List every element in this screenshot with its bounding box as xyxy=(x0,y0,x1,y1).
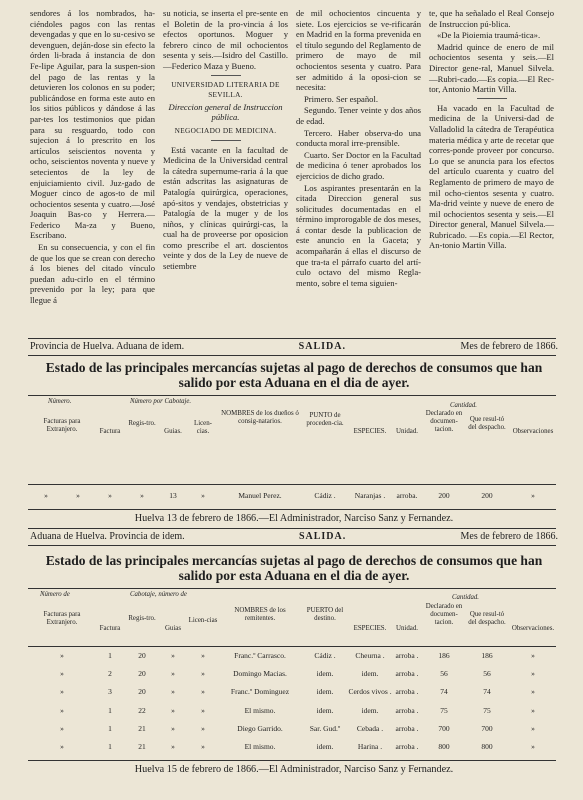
paragraph: Primero. Ser español. xyxy=(304,93,378,104)
table-cell: 20 xyxy=(138,651,146,660)
table-cell: » xyxy=(201,651,205,660)
table-row xyxy=(30,706,558,718)
column-2 xyxy=(163,8,288,333)
header-cell: Unidad. xyxy=(395,625,418,632)
table-cell: 22 xyxy=(138,705,146,715)
table-cell: 21 xyxy=(138,742,146,751)
table-cell: » xyxy=(44,491,48,500)
paragraph: «De la Pioiemia traumá-tica». xyxy=(437,30,541,41)
section-heading: UNIVERSIDAD LITERARIA DE SEVILLA. xyxy=(171,79,280,100)
table-cell: » xyxy=(531,742,535,751)
table-cell: 2 xyxy=(108,669,112,679)
table-cell: » xyxy=(171,687,175,697)
header-cell: Factura xyxy=(99,428,121,435)
header-cell: Facturas para Extranjero. xyxy=(43,418,81,433)
table-cell: » xyxy=(60,687,64,697)
table-cell: 13 xyxy=(169,491,177,500)
table-cell: arroba . xyxy=(395,687,419,697)
table-cell: » xyxy=(171,742,175,751)
table-row xyxy=(30,651,558,663)
table-cell: El mismo. xyxy=(244,705,276,715)
header-cell: PUNTO de proceden-cia. xyxy=(306,412,344,427)
table-cell: » xyxy=(201,669,205,679)
header-cell: Factura xyxy=(99,625,121,632)
header-cell: Guias xyxy=(164,625,182,632)
table-row xyxy=(30,669,558,681)
table-cell: » xyxy=(140,491,144,500)
table-cell: » xyxy=(531,723,535,733)
table1-date: Mes de febrero de 1866. xyxy=(460,341,558,352)
paragraph: Ha vacado en la Facultad de medicina de la Universi-dad de Valladolid la cátedra de Terapéutica materia médica y arte de recetar que corres-ponde proveer por concurso. Lo que se anuncia para los efectos del artículo cuarenta y cuatro del Reglamento de primero de mayo de mil ocho-cientos sesenta y cuatro. Ma-drid veinte y nueve de enero de mil ochocientos sesenta y seis.—El Director general, Manuel Silvela.—Rubricado. —Es copia.—El Rector, An-tonio Martin Villa. xyxy=(429,102,554,251)
table-cell: 20 xyxy=(138,687,146,697)
separator-line xyxy=(28,588,556,589)
divider xyxy=(211,75,241,76)
table-cell: 74 xyxy=(483,687,491,697)
table-cell: 186 xyxy=(438,651,450,660)
table-cell: Sar. Gud.º xyxy=(309,723,341,733)
table-cell: 1 xyxy=(108,705,112,715)
header-cell: Regis-tro. xyxy=(128,615,156,622)
table-cell: » xyxy=(76,491,80,500)
table-cell: » xyxy=(201,742,205,751)
table-cell: 1 xyxy=(108,651,112,660)
table-cell: » xyxy=(60,742,64,751)
column-1 xyxy=(30,8,155,333)
table2-date: Mes de febrero de 1866. xyxy=(460,531,558,542)
table-cell: 75 xyxy=(440,705,448,715)
table-cell: » xyxy=(531,705,535,715)
table2-cabotaje-label: Cabotaje, número de xyxy=(130,591,187,598)
table-cell: » xyxy=(171,651,175,660)
table-cell: » xyxy=(531,651,535,660)
table-cell: idem. xyxy=(361,669,379,679)
table-cell: » xyxy=(201,491,205,500)
header-cell: PUERTO del destino. xyxy=(306,607,344,622)
paragraph: En su consecuencia, y con el fin de que los que se crean con derecho á los bienes del citado vínculo puedan adu-cirlo en el término prevenido por la ley; para que llegue á xyxy=(30,242,155,306)
table-cell: arroba . xyxy=(395,651,419,660)
header-cell: ESPECIES. xyxy=(353,625,387,632)
table-cell: 74 xyxy=(440,687,448,697)
table1-header-line xyxy=(30,341,558,352)
table-cell: » xyxy=(201,705,205,715)
table1-cantidad-label: Cantidad. xyxy=(450,402,478,409)
table-cell: 200 xyxy=(438,491,450,500)
header-cell: Licen-cias. xyxy=(194,420,212,435)
table-cell: arroba . xyxy=(395,669,419,679)
separator-line xyxy=(28,355,556,356)
header-cell: Guias. xyxy=(164,428,182,435)
separator-line xyxy=(28,338,556,339)
section-subheading: Direccion general de Instruccion pública. xyxy=(168,101,283,123)
divider xyxy=(211,140,241,141)
separator-line xyxy=(28,509,556,510)
paragraph: su noticia, se inserta el pre-sente en el Boletin de la pro-vincia á los efectos oportunos. Moguer y febrero cinco de mil ochocientos sesenta y seis.—Isidro del Castillo.—Federico Maza y Bueno. xyxy=(163,8,288,71)
table1-numero-label: Número. xyxy=(48,398,72,405)
paragraph: Madrid quince de enero de mil ochocientos sesenta y seis.—El Director gene-ral, Manuel Silvela.—Rubri-cado.—Es copia.—El Rec-tor, Antonio Martin Villa. xyxy=(429,41,554,95)
table-cell: » xyxy=(201,723,205,733)
table-cell: 700 xyxy=(481,723,493,733)
header-cell: Declarado en documen-tacion. xyxy=(425,410,463,433)
table-cell: 200 xyxy=(481,491,493,500)
header-cell: Que resul-tó del despacho. xyxy=(468,416,506,431)
table-cell: » xyxy=(171,705,175,715)
table-row xyxy=(30,687,558,699)
table2-cantidad-label: Cantidad. xyxy=(452,594,480,601)
paragraph: Los aspirantes presentarán en la citada Direccion general sus solicitudes documentadas en el término improrogable de dos meses, á contar desde la publicacion de este anuncio en la Gaceta; y acompañarán á ellas el discurso de que tra-ta el párrafo cuarto del artí-culo octavo del mismo Regla-mento, sobre el tema siguien- xyxy=(296,182,421,288)
table-cell: » xyxy=(60,723,64,733)
paragraph: Está vacante en la facultad de Medicina de la Universidad central la cátedra supernume-raria á la que están adscritas las asignaturas de Patalogía quirúrgica, operaciones, apó-sitos y vendajes, obstetricias y Patalogía de la muger y de los niños, y clínicas quirúrgi-cas, la cual ha de proveerse por oposicion como prescribe el art. doscientos veinte y dos de la Ley de nueve de setiembre xyxy=(163,144,288,272)
table-cell: arroba . xyxy=(395,723,419,733)
table-cell: » xyxy=(531,687,535,697)
table-cell: Cebada . xyxy=(356,723,384,733)
table-cell: 800 xyxy=(438,742,450,751)
column-4 xyxy=(429,8,554,333)
header-cell: Facturas para Extranjero. xyxy=(43,611,81,626)
paragraph: te, que ha señalado el Real Consejo de Instruccion pú-blica. xyxy=(429,8,554,29)
table-cell: Cádiz . xyxy=(314,491,336,500)
table-cell: Manuel Perez. xyxy=(238,491,282,500)
header-cell: NOMBRES de los dueños ó consig-natarios. xyxy=(221,410,299,425)
separator-line xyxy=(28,646,556,647)
separator-line xyxy=(28,484,556,485)
table1-signature: Huelva 13 de febrero de 1866.—El Administrador, Narciso Sanz y Fernandez. xyxy=(134,513,454,524)
table-cell: Diego Garrido. xyxy=(237,723,283,733)
table-cell: » xyxy=(171,723,175,733)
table-cell: Cerdos vivos . xyxy=(348,687,392,697)
header-cell: Licen-cias xyxy=(188,617,218,624)
table2-title: Estado de las principales mercancías sujetas al pago de derechos de consumos que han salido por esta Aduana en el dia de ayer. xyxy=(45,553,543,583)
table-cell: idem. xyxy=(316,705,334,715)
table-cell: Franc.º Carrasco. xyxy=(234,651,286,660)
table-cell: 1 xyxy=(108,723,112,733)
table2-signature: Huelva 15 de febrero de 1866.—El Administrador, Narciso Sanz y Fernandez. xyxy=(134,764,454,775)
table-row xyxy=(30,742,558,754)
paragraph: sendores á los nombrados, ha-ciéndoles pagos con las rentas devengadas y que en lo su-cesivo se devenguen, deján-dose sin efecto la órden li-brada á instancia de don Fe-lipe Aguilar, para la suspen-sion del pago de las rentas y la detuvieren los colonos en su poder; publicándose en forma este auto en los sitios públicos y dándose á las par-tes los testimonios que pidan para su resguardo, todo con sujecion á lo prescrito en los artículos seiscientos noventa y ocho, seiscientos noventa y nueve y setecientos de la ley de enjuiciamiento civil. Juz-gado de Moguer cinco de agos-to de mil ochocientos sesenta y cuatro.—José Joaquin Bas-co y Herrera.—Federico Ma-za y Bueno, Escribano. xyxy=(30,8,155,241)
header-cell: Regis-tro. xyxy=(128,420,156,427)
table-row xyxy=(30,724,558,736)
table-cell: 56 xyxy=(483,669,491,679)
separator-line xyxy=(28,545,556,546)
table-cell: 56 xyxy=(440,669,448,679)
table2-origin: Aduana de Huelva. Provincia de idem. xyxy=(30,531,185,542)
table1-origin: Provincia de Huelva. Aduana de idem. xyxy=(30,341,185,352)
separator-line xyxy=(28,528,556,529)
header-cell: Unidad. xyxy=(395,428,418,435)
table-cell: idem. xyxy=(316,742,334,751)
table-cell: arroba. xyxy=(396,491,418,500)
separator-line xyxy=(28,395,556,396)
header-cell: Declarado en documen-tacion. xyxy=(425,603,463,626)
table-cell: 800 xyxy=(481,742,493,751)
header-cell: Observaciones xyxy=(512,428,554,435)
table2-header-line xyxy=(30,531,558,542)
table-cell: Domingo Macias. xyxy=(233,669,287,679)
table-row xyxy=(30,491,558,503)
table-cell: 3 xyxy=(108,687,112,697)
table-cell: idem. xyxy=(361,705,379,715)
table-cell: » xyxy=(531,669,535,679)
table-cell: El mismo. xyxy=(244,742,276,751)
table-cell: 75 xyxy=(483,705,491,715)
table2-column-headers xyxy=(30,603,558,643)
table-cell: arroba . xyxy=(395,742,419,751)
table-cell: » xyxy=(531,491,535,500)
table-cell: 1 xyxy=(108,742,112,751)
table-cell: idem. xyxy=(316,687,334,697)
header-cell: NOMBRES de los remitentes. xyxy=(234,607,286,622)
header-cell: Que resul-tó del despacho. xyxy=(468,611,506,626)
table-cell: arroba . xyxy=(395,705,419,715)
table-cell: 21 xyxy=(138,723,146,733)
table-cell: Cheurna . xyxy=(355,651,385,660)
paragraph: Cuarto. Ser Doctor en la Facultad de medicina ó tener aprobados los ejercicios de dicho grado. xyxy=(296,149,421,181)
table-cell: 20 xyxy=(138,669,146,679)
table1-column-headers xyxy=(30,410,558,450)
table-cell: » xyxy=(60,705,64,715)
table1-title: Estado de las principales mercancías sujetas al pago de derechos de consumos que han salido por esta Aduana en el dia de ayer. xyxy=(45,360,543,390)
header-cell: Observaciones. xyxy=(511,625,555,632)
table-cell: 186 xyxy=(481,651,493,660)
table-cell: » xyxy=(108,491,112,500)
table-cell: » xyxy=(60,669,64,679)
table2-numero-label: Número de xyxy=(40,591,70,598)
table-cell: » xyxy=(201,687,205,697)
section-heading: NEGOCIADO DE MEDICINA. xyxy=(174,125,277,135)
table-cell: Franc.º Dominguez xyxy=(230,687,290,697)
separator-line xyxy=(28,760,556,761)
table1-cabotaje-label: Número por Cabotaje. xyxy=(130,398,192,405)
table-cell: idem. xyxy=(316,669,334,679)
paragraph: de mil ochocientos cincuenta y siete. Los ejercicios se ve-rificarán en Madrid en la forma prevenida en el título segundo del Reglamento de primero de mayo de mil ochocientos sesenta y cuatro. Para ser admitido á la oposi-cion se necesita: xyxy=(296,8,421,93)
paragraph: Segundo. Tener veinte y dos años de edad. xyxy=(296,105,421,126)
table-cell: 700 xyxy=(438,723,450,733)
table-cell: Cádiz . xyxy=(314,651,336,660)
table-cell: Naranjas . xyxy=(354,491,386,500)
paragraph: Tercero. Haber observa-do una conducta moral irre-prensible. xyxy=(296,127,421,149)
column-3 xyxy=(296,8,421,333)
table1-salida: SALIDA. xyxy=(298,341,346,352)
table-cell: » xyxy=(60,651,64,660)
table2-salida: SALIDA. xyxy=(298,531,347,542)
table-cell: Harina . xyxy=(357,742,383,751)
header-cell: ESPECIES. xyxy=(353,428,387,435)
table-cell: » xyxy=(171,669,175,679)
text-columns xyxy=(30,8,558,333)
divider xyxy=(477,98,507,99)
